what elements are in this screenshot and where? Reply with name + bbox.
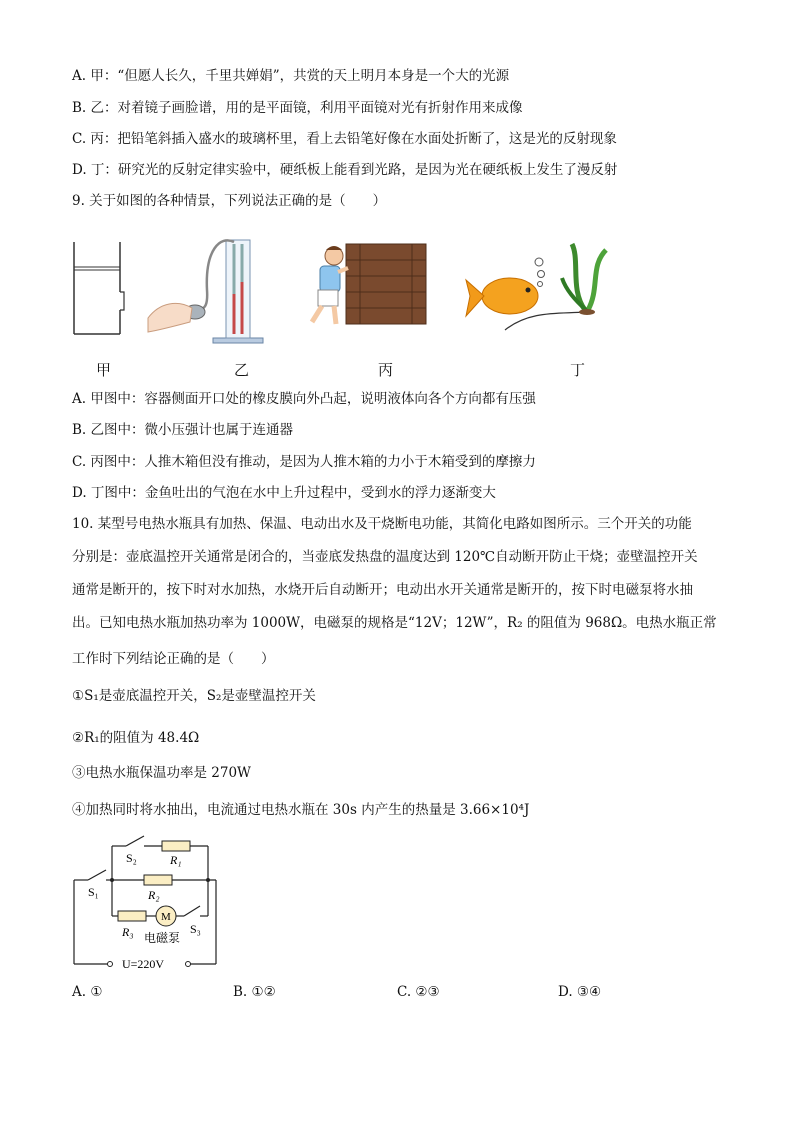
- q8-option-d: D. 丁：研究光的反射定律实验中，硬纸板上能看到光路，是因为光在硬纸板上发生了漫反射: [72, 162, 618, 178]
- q10-choice-a[interactable]: A. ①: [72, 984, 103, 1000]
- circuit-diagram: [66, 832, 266, 972]
- q8-option-c: C. 丙：把铅笔斜插入盛水的玻璃杯里，看上去铅笔好像在水面处折断了，这是光的反射现象: [72, 131, 617, 147]
- label-pump: 电磁泵: [144, 931, 181, 945]
- figure-label-yi: 乙: [234, 361, 250, 379]
- q10-statement-4: ④加热同时将水抽出，电流通过电热水瓶在 30s 内产生的热量是 3.66×10⁴J: [72, 802, 530, 818]
- q10-choice-d[interactable]: D. ③④: [558, 984, 602, 1000]
- resistor-r3: [118, 911, 146, 921]
- q8-option-a: A. 甲：“但愿人长久，千里共婵娟”，共赏的天上明月本身是一个大的光源: [72, 68, 510, 84]
- goldfish-figure: [466, 244, 606, 330]
- person-pushing-box-figure: [312, 244, 426, 324]
- label-voltage: U=220V: [122, 957, 165, 971]
- figure-label-jia: 甲: [96, 361, 112, 379]
- label-motor: M: [161, 911, 171, 923]
- q10-statement-3: ③电热水瓶保温功率是 270W: [72, 765, 251, 781]
- q10-stem-line-1: 10. 某型号电热水瓶具有加热、保温、电动出水及干烧断电功能，其简化电路如图所示。三个开关的功能: [72, 516, 692, 532]
- q8-option-b: B. 乙：对着镜子画脸谱，用的是平面镜，利用平面镜对光有折射作用来成像: [72, 100, 523, 116]
- q10-statement-1: ①S₁是壶底温控开关，S₂是壶壁温控开关: [72, 688, 316, 704]
- q10-choice-c[interactable]: C. ②③: [397, 984, 440, 1000]
- label-s3: S₃: [190, 922, 201, 936]
- label-r1: R₁: [170, 853, 182, 867]
- label-s1: S₁: [88, 885, 99, 899]
- q9-stem: 9. 关于如图的各种情景，下列说法正确的是（ ）: [72, 193, 387, 209]
- label-s2: S₂: [126, 851, 137, 865]
- figure-label-bing: 丙: [378, 361, 394, 379]
- q10-stem-line-5: 工作时下列结论正确的是（ ）: [72, 651, 275, 667]
- q9-figures: [0, 230, 794, 370]
- container-figure: [74, 242, 124, 334]
- figure-label-ding: 丁: [570, 361, 586, 379]
- q10-stem-line-4: 出。已知电热水瓶加热功率为 1000W，电磁泵的规格是“12V；12W”，R₂ 的阻值为 968Ω。电热水瓶正常: [72, 615, 717, 631]
- q10-statement-2: ②R₁的阻值为 48.4Ω: [72, 730, 200, 746]
- pressure-gauge-figure: [148, 240, 263, 343]
- q10-stem-line-3: 通常是断开的，按下时对水加热，水烧开后自动断开；电动出水开关通常是断开的，按下时电磁泵将水抽: [72, 582, 693, 598]
- q9-option-d: D. 丁图中：金鱼吐出的气泡在水中上升过程中，受到水的浮力逐渐变大: [72, 485, 496, 501]
- resistor-r2: [144, 875, 172, 885]
- label-r3: R₃: [122, 925, 134, 939]
- q10-choice-b[interactable]: B. ①②: [233, 984, 276, 1000]
- label-r2: R₂: [148, 888, 160, 902]
- resistor-r1: [162, 841, 190, 851]
- q9-option-c: C. 丙图中：人推木箱但没有推动，是因为人推木箱的力小于木箱受到的摩擦力: [72, 454, 536, 470]
- q9-option-a: A. 甲图中：容器侧面开口处的橡皮膜向外凸起，说明液体向各个方向都有压强: [72, 391, 536, 407]
- q9-option-b: B. 乙图中：微小压强计也属于连通器: [72, 422, 294, 438]
- q10-stem-line-2: 分别是：壶底温控开关通常是闭合的，当壶底发热盘的温度达到 120℃自动断开防止干烧；壶壁温控开关: [72, 549, 698, 565]
